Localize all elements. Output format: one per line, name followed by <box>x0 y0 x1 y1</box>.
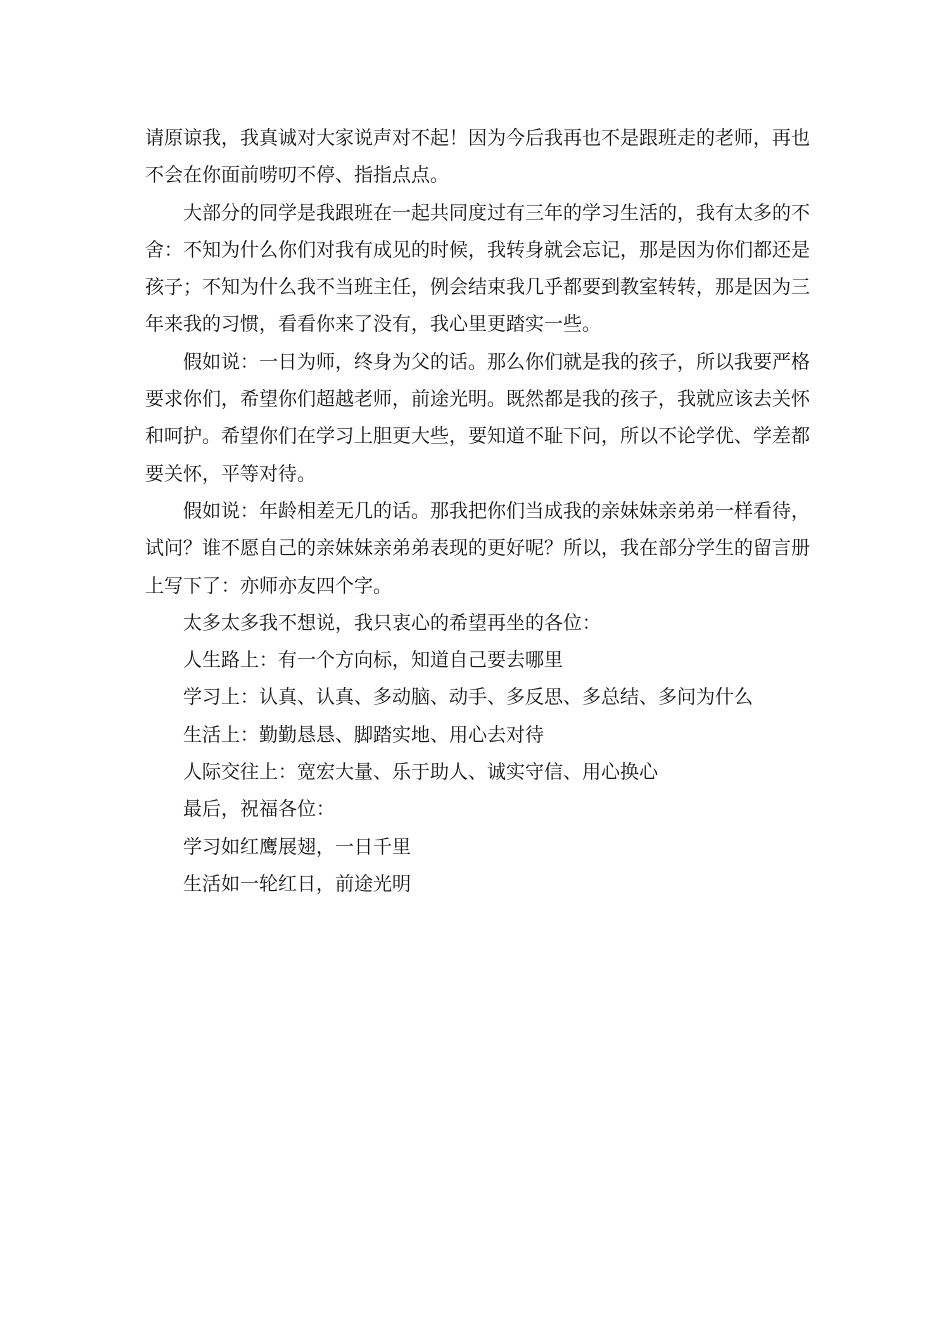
paragraph-wishes-intro: 太多太多我不想说，我只衷心的希望再坐的各位： <box>183 611 602 634</box>
blessing-study: 学习如红鹰展翅，一日千里 <box>183 835 412 858</box>
wish-life-path: 人生路上：有一个方向标，知道自己要去哪里 <box>183 649 564 672</box>
paragraph-blessing-intro: 最后，祝福各位： <box>183 798 336 821</box>
paragraph-three-years: 大部分的同学是我跟班在一起共同度过有三年的学习生活的，我有太多的不舍：不知为什么你们对我有成见的时候，我转身就会忘记，那是因为你们都还是孩子；不知为什么我不当班主任，例会结束我几乎都要到教室转转，那是因为三年来我的习惯，看看你来了没有，我心里更踏实一些。 <box>145 201 811 336</box>
paragraph-siblings: 假如说：年龄相差无几的话。那我把你们当成我的亲妹妹亲弟弟一样看待，试问？谁不愿自己的亲妹妹亲弟弟表现的更好呢？所以，我在部分学生的留言册上写下了：亦师亦友四个字。 <box>145 499 811 597</box>
wish-relationships: 人际交往上：宽宏大量、乐于助人、诚实守信、用心换心 <box>183 761 659 784</box>
paragraph-teacher-as-parent: 假如说：一日为师，终身为父的话。那么你们就是我的孩子，所以我要严格要求你们，希望你们超越老师，前途光明。既然都是我的孩子，我就应该去关怀和呵护。希望你们在学习上胆更大些，要知道不耻下问，所以不论学优、学差都要关怀，平等对待。 <box>145 350 811 485</box>
wish-study: 学习上：认真、认真、多动脑、动手、多反思、多总结、多问为什么 <box>183 686 754 709</box>
wish-living: 生活上：勤勤恳恳、脚踏实地、用心去对待 <box>183 723 545 746</box>
paragraph-apology: 请原谅我，我真诚对大家说声对不起！因为今后我再也不是跟班走的老师，再也不会在你面前唠叨不停、指指点点。 <box>145 127 811 187</box>
blessing-life: 生活如一轮红日，前途光明 <box>183 872 412 895</box>
document-body <box>145 120 810 903</box>
